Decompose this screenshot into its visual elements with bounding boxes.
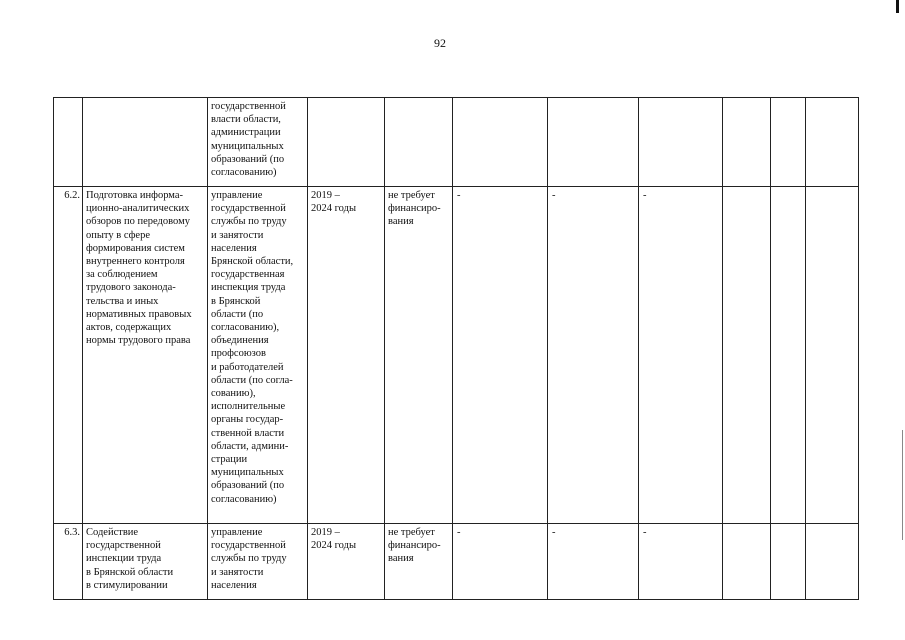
activity-line: инспекции труда [86, 553, 162, 565]
activity-line: Содействие [86, 527, 139, 538]
executors-line: согласованию), [211, 322, 280, 334]
measures-table [53, 97, 859, 600]
dash-cell: - [548, 187, 639, 524]
activity-line: ционно-аналитических [86, 203, 190, 215]
financing-cell [385, 524, 453, 600]
executors-line: службы по труду [211, 553, 287, 565]
empty-cell [771, 524, 806, 600]
period-cell [308, 98, 385, 187]
executors-line: и работодателей [211, 361, 284, 373]
activity-line: формирования систем [86, 242, 185, 254]
activity-line: в стимулировании [86, 579, 168, 591]
period-line: 2019 – [311, 527, 340, 538]
activity-line: нормы трудового права [86, 335, 191, 347]
executors-line: образований (по [211, 153, 285, 165]
executors-line: сованию), [211, 388, 256, 400]
activity-line: в Брянской области [86, 566, 174, 578]
executors-line: области (по [211, 308, 264, 320]
executors-line: профсоюзов [211, 348, 266, 360]
financing-cell [385, 98, 453, 187]
empty-cell [806, 187, 859, 524]
activity-line: опыту в сфере [86, 229, 150, 241]
table-row [54, 524, 859, 600]
empty-cell [806, 98, 859, 187]
financing-cell [385, 187, 453, 524]
activity-cell [83, 524, 208, 600]
executors-line: государственной [211, 203, 286, 215]
executors-line: управление [211, 527, 263, 538]
dash-cell [639, 98, 723, 187]
activity-line: государственной [86, 540, 161, 552]
financing-line: вания [388, 553, 414, 565]
executors-cell [208, 187, 308, 524]
executors-line: исполнительные [211, 401, 286, 413]
activity-line: за соблюдением [86, 269, 158, 281]
executors-line: муниципальных [211, 140, 284, 152]
empty-cell [771, 98, 806, 187]
dash-cell: - [639, 187, 723, 524]
empty-cell [723, 187, 771, 524]
period-line: 2024 годы [311, 203, 357, 215]
executors-line: Брянской области, [211, 256, 294, 268]
row-number [54, 98, 83, 187]
executors-line: объединения [211, 335, 269, 347]
executors-line: страции [211, 454, 248, 466]
activity-line: нормативных правовых [86, 308, 192, 320]
empty-cell [723, 524, 771, 600]
financing-line: не требует [388, 527, 435, 538]
dash-cell [453, 98, 548, 187]
financing-line: финансиро- [388, 540, 441, 552]
executors-line: государственная [211, 269, 285, 281]
executors-line: в Брянской [211, 295, 261, 307]
executors-line: согласованию) [211, 493, 277, 505]
executors-line: органы государ- [211, 414, 284, 426]
executors-line: согласованию) [211, 167, 277, 179]
executors-line: муниципальных [211, 467, 284, 479]
table-row [54, 98, 859, 187]
executors-line: и занятости [211, 566, 264, 578]
activity-cell [83, 187, 208, 524]
financing-line: не требует [388, 190, 435, 201]
row-number: 6.3. [54, 524, 83, 600]
financing-line: финансиро- [388, 203, 441, 215]
executors-line: инспекция труда [211, 282, 286, 294]
financing-line: вания [388, 216, 414, 228]
scan-edge-mark [896, 0, 899, 13]
executors-line: населения [211, 242, 257, 254]
executors-line: государственной [211, 101, 286, 112]
empty-cell [771, 187, 806, 524]
executors-line: власти области, [211, 114, 281, 126]
executors-line: управление [211, 190, 263, 201]
dash-cell [548, 98, 639, 187]
period-cell [308, 187, 385, 524]
activity-line: тельства и иных [86, 295, 159, 307]
activity-cell [83, 98, 208, 187]
table-row [54, 187, 859, 524]
executors-line: области (по согла- [211, 374, 293, 386]
dash-cell: - [548, 524, 639, 600]
dash-cell: - [453, 187, 548, 524]
period-cell [308, 524, 385, 600]
executors-line: ственной власти [211, 427, 285, 439]
executors-line: администрации [211, 127, 281, 139]
row-number: 6.2. [54, 187, 83, 524]
executors-line: области, админи- [211, 440, 289, 452]
executors-line: образований (по [211, 480, 285, 492]
page-number: 92 [434, 36, 446, 50]
dash-cell: - [453, 524, 548, 600]
period-line: 2019 – [311, 190, 340, 201]
period-line: 2024 годы [311, 540, 357, 552]
activity-line: Подготовка информа- [86, 190, 184, 201]
executors-line: и занятости [211, 229, 264, 241]
activity-line: актов, содержащих [86, 322, 172, 334]
executors-line: населения [211, 579, 257, 591]
empty-cell [806, 524, 859, 600]
activity-line: внутреннего контроля [86, 256, 185, 268]
scan-edge-line [902, 430, 903, 540]
executors-line: государственной [211, 540, 286, 552]
executors-cell [208, 98, 308, 187]
executors-cell [208, 524, 308, 600]
activity-line: трудового законода- [86, 282, 176, 294]
executors-line: службы по труду [211, 216, 287, 228]
dash-cell: - [639, 524, 723, 600]
activity-line: обзоров по передовому [86, 216, 190, 228]
empty-cell [723, 98, 771, 187]
